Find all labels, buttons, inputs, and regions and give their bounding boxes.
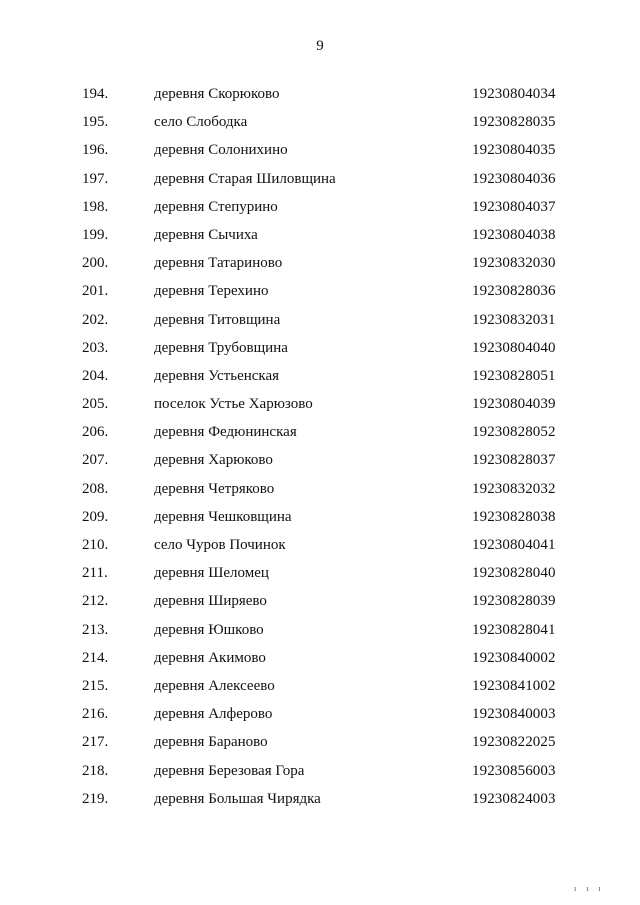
row-number: 207. (82, 452, 109, 469)
list-item (0, 80, 640, 108)
oktmo-code: 19230822025 (472, 734, 556, 751)
row-number: 195. (82, 114, 109, 131)
settlement-name: деревня Татариново (154, 255, 283, 272)
oktmo-code: 19230804035 (472, 142, 556, 159)
settlement-list (0, 80, 640, 813)
oktmo-code: 19230828052 (472, 424, 556, 441)
settlement-name: деревня Юшково (154, 621, 264, 638)
row-number: 206. (82, 424, 109, 441)
row-number: 196. (82, 142, 109, 159)
list-item (0, 475, 640, 503)
settlement-name: деревня Старая Шиловщина (154, 170, 336, 187)
corner-marks: ı ı ı (574, 884, 605, 893)
row-number: 210. (82, 537, 109, 553)
row-number: 212. (82, 593, 109, 610)
oktmo-code: 19230832031 (472, 311, 556, 328)
row-number: 214. (82, 649, 109, 666)
row-number: 217. (82, 734, 109, 751)
list-item (0, 390, 640, 418)
list-item (0, 644, 640, 672)
settlement-name: деревня Харюково (154, 452, 273, 469)
settlement-name: деревня Четряково (154, 480, 275, 497)
oktmo-code: 19230832032 (472, 480, 556, 497)
list-item (0, 728, 640, 756)
list-item (0, 306, 640, 334)
oktmo-code: 19230804040 (472, 339, 556, 356)
page-number: 9 (316, 38, 324, 54)
settlement-name: деревня Федюнинская (154, 424, 297, 441)
list-item (0, 221, 640, 249)
settlement-name: деревня Степурино (154, 198, 278, 215)
settlement-name: деревня Чешковщина (154, 508, 292, 525)
settlement-name: деревня Скорюково (154, 86, 280, 102)
oktmo-code: 19230828035 (472, 114, 556, 131)
list-item (0, 700, 640, 728)
row-number: 213. (82, 621, 109, 638)
list-item (0, 531, 640, 559)
row-number: 202. (82, 311, 109, 328)
oktmo-code: 19230804039 (472, 396, 556, 413)
row-number: 204. (82, 367, 109, 384)
list-item (0, 193, 640, 221)
row-number: 209. (82, 508, 109, 525)
list-item (0, 165, 640, 193)
settlement-name: деревня Большая Чирядка (154, 790, 321, 807)
row-number: 198. (82, 198, 109, 215)
list-item (0, 672, 640, 700)
settlement-name: деревня Акимово (154, 649, 266, 666)
settlement-name: деревня Ширяево (154, 593, 267, 610)
settlement-name: деревня Устьенская (154, 367, 280, 384)
row-number: 197. (82, 170, 109, 187)
row-number: 216. (82, 706, 109, 723)
settlement-name: деревня Алферово (154, 706, 273, 723)
row-number: 205. (82, 396, 109, 413)
list-item (0, 446, 640, 474)
oktmo-code: 19230828038 (472, 508, 556, 525)
oktmo-code: 19230804037 (472, 198, 556, 215)
settlement-name: село Чуров Починок (154, 537, 286, 553)
list-item (0, 587, 640, 615)
oktmo-code: 19230828036 (472, 283, 556, 300)
settlement-name: деревня Трубовщина (154, 339, 288, 356)
settlement-name: деревня Бараново (154, 734, 268, 751)
settlement-name: деревня Терехино (154, 283, 269, 300)
list-item (0, 249, 640, 277)
list-item (0, 418, 640, 446)
oktmo-code: 19230804034 (472, 86, 556, 102)
oktmo-code: 19230828041 (472, 621, 556, 638)
list-item (0, 757, 640, 785)
list-item (0, 785, 640, 813)
oktmo-code: 19230804041 (472, 537, 556, 553)
oktmo-code: 19230840002 (472, 649, 556, 666)
list-item (0, 108, 640, 136)
oktmo-code: 19230824003 (472, 790, 556, 807)
row-number: 201. (82, 283, 109, 300)
list-item (0, 136, 640, 164)
row-number: 194. (82, 86, 109, 102)
row-number: 200. (82, 255, 109, 272)
list-item (0, 362, 640, 390)
settlement-name: деревня Березовая Гора (154, 762, 305, 779)
oktmo-code: 19230828037 (472, 452, 556, 469)
oktmo-code: 19230840003 (472, 706, 556, 723)
row-number: 199. (82, 226, 109, 243)
settlement-name: поселок Устье Харюзово (154, 396, 313, 413)
settlement-name: деревня Титовщина (154, 311, 281, 328)
list-item (0, 616, 640, 644)
oktmo-code: 19230804036 (472, 170, 556, 187)
settlement-name: деревня Солонихино (154, 142, 288, 159)
oktmo-code: 19230856003 (472, 762, 556, 779)
oktmo-code: 19230841002 (472, 677, 556, 694)
row-number: 219. (82, 790, 109, 807)
settlement-name: деревня Сычиха (154, 226, 258, 243)
oktmo-code: 19230828040 (472, 565, 556, 582)
oktmo-code: 19230804038 (472, 226, 556, 243)
row-number: 215. (82, 677, 109, 694)
list-item (0, 559, 640, 587)
list-item (0, 503, 640, 531)
oktmo-code: 19230828051 (472, 367, 556, 384)
row-number: 218. (82, 762, 109, 779)
oktmo-code: 19230832030 (472, 255, 556, 272)
oktmo-code: 19230828039 (472, 593, 556, 610)
row-number: 208. (82, 480, 109, 497)
list-item (0, 277, 640, 305)
settlement-name: село Слободка (154, 114, 248, 131)
list-item (0, 334, 640, 362)
row-number: 211. (82, 565, 108, 582)
settlement-name: деревня Шеломец (154, 565, 269, 582)
settlement-name: деревня Алексеево (154, 677, 275, 694)
row-number: 203. (82, 339, 109, 356)
